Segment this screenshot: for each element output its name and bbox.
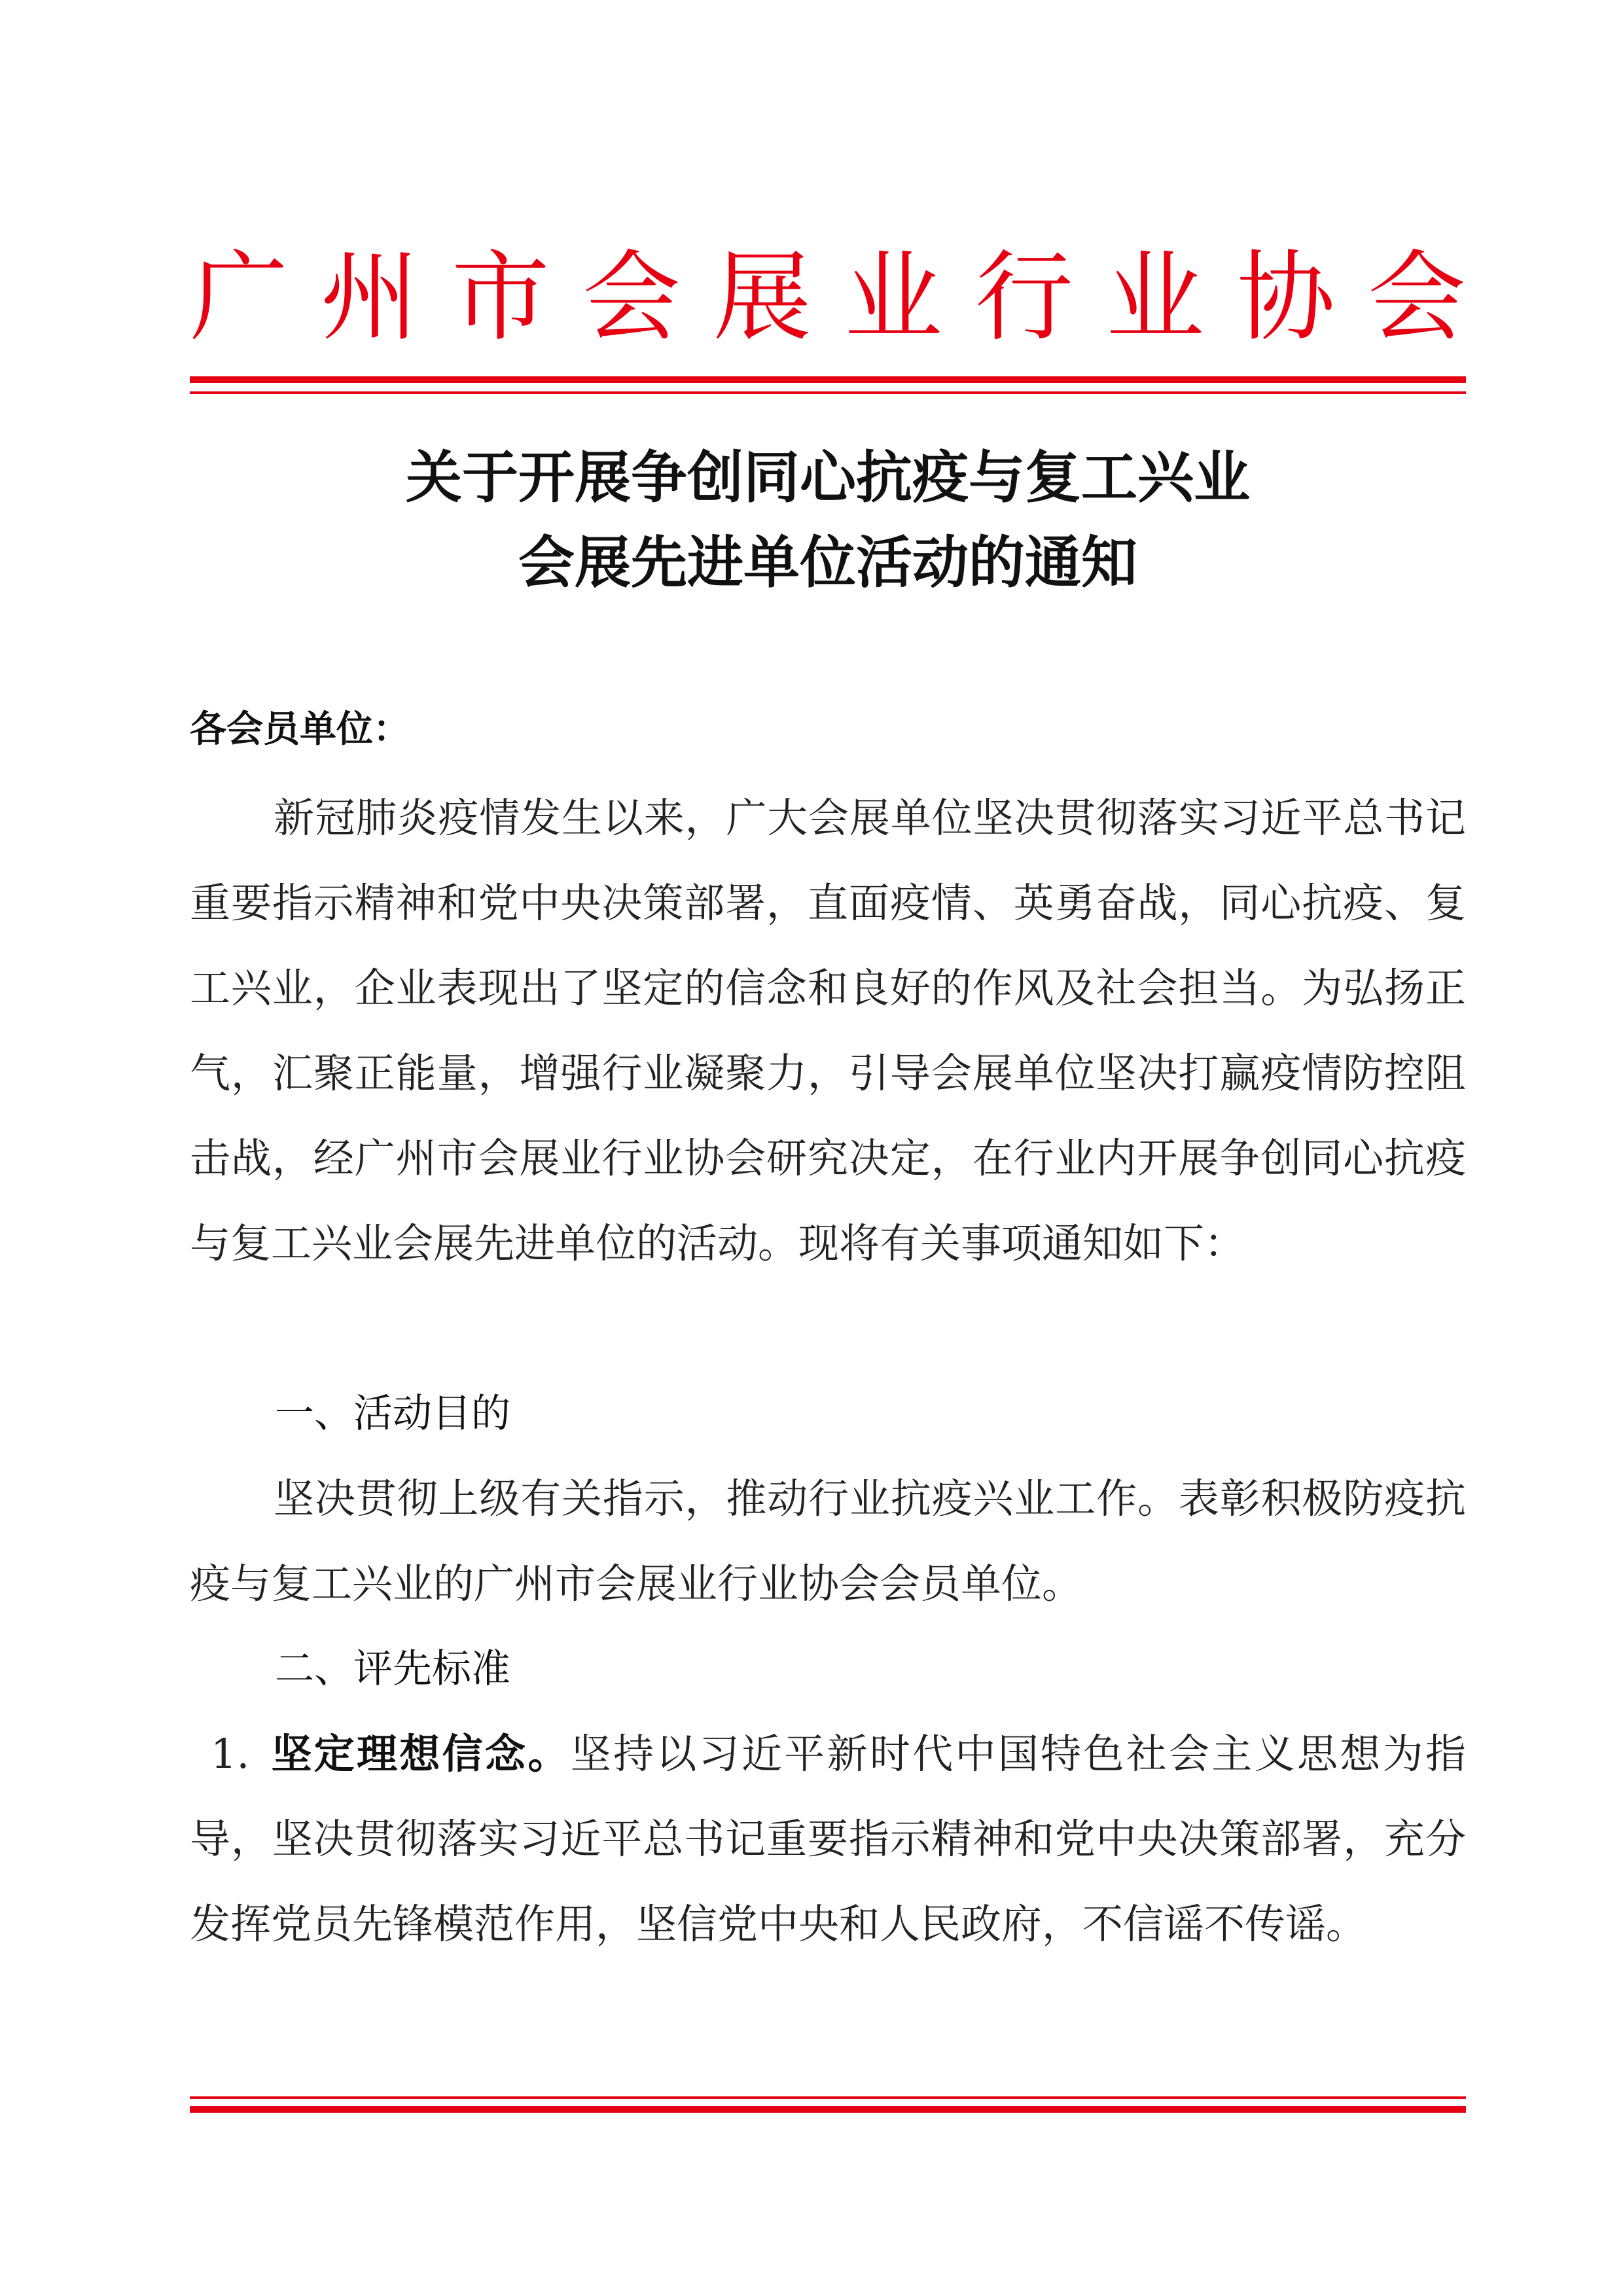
section2-heading: 二、评先标准: [275, 1646, 510, 1692]
salutation: 各会员单位：: [190, 708, 410, 751]
document-title-line2: 会展先进单位活动的通知: [518, 530, 1137, 596]
org-name-char: 会: [582, 241, 681, 355]
org-name-char: 市: [451, 241, 550, 355]
footer-rule-thin: [190, 2096, 1466, 2099]
item-number: 1.: [211, 1730, 250, 1778]
header-rule-thin: [190, 391, 1466, 394]
org-name-char: 协: [1236, 241, 1335, 355]
org-name-char: 州: [320, 241, 419, 355]
section1-paragraph: 坚决贯彻上级有关指示，推动行业抗疫兴业工作。表彰积极防疫抗疫与复工兴业的广州市会展业行业协会会员单位。: [190, 1475, 1466, 1607]
org-name-char: 业: [1105, 241, 1204, 355]
section1-heading: 一、活动目的: [275, 1391, 510, 1437]
header-rule-thick: [190, 376, 1466, 383]
item-text: 坚持以习近平新时代中国特色社会主义思想为指导，坚决贯彻落实习近平总书记重要指示精神和党中央决策部署，充分发挥党员先锋模范作用，坚信党中央和人民政府，不信谣不传谣。: [190, 1730, 1466, 1948]
document-title: [190, 435, 1466, 605]
org-name-char: 行: [974, 241, 1073, 355]
org-name-char: 业: [844, 241, 942, 355]
document-title-line1: 关于开展争创同心抗疫与复工兴业: [406, 445, 1250, 511]
org-name-char: 会: [1367, 241, 1466, 355]
org-name-char: 展: [713, 241, 812, 355]
organization-name: [190, 223, 1466, 373]
org-name-char: 广: [190, 241, 289, 355]
intro-paragraph: 新冠肺炎疫情发生以来，广大会展单位坚决贯彻落实习近平总书记重要指示精神和党中央决策部署，直面疫情、英勇奋战，同心抗疫、复工兴业，企业表现出了坚定的信念和良好的作风及社会担当。为弘扬正气，汇聚正能量，增强行业凝聚力，引导会展单位坚决打赢疫情防控阻击战，经广州市会展业行业协会研究决定，在行业内开展争创同心抗疫与复工兴业会展先进单位的活动。现将有关事项通知如下：: [190, 794, 1466, 1267]
section2-item1: [190, 1712, 1466, 1967]
item-lead: 坚定理想信念。: [269, 1730, 571, 1778]
footer-rule-thick: [190, 2106, 1466, 2113]
